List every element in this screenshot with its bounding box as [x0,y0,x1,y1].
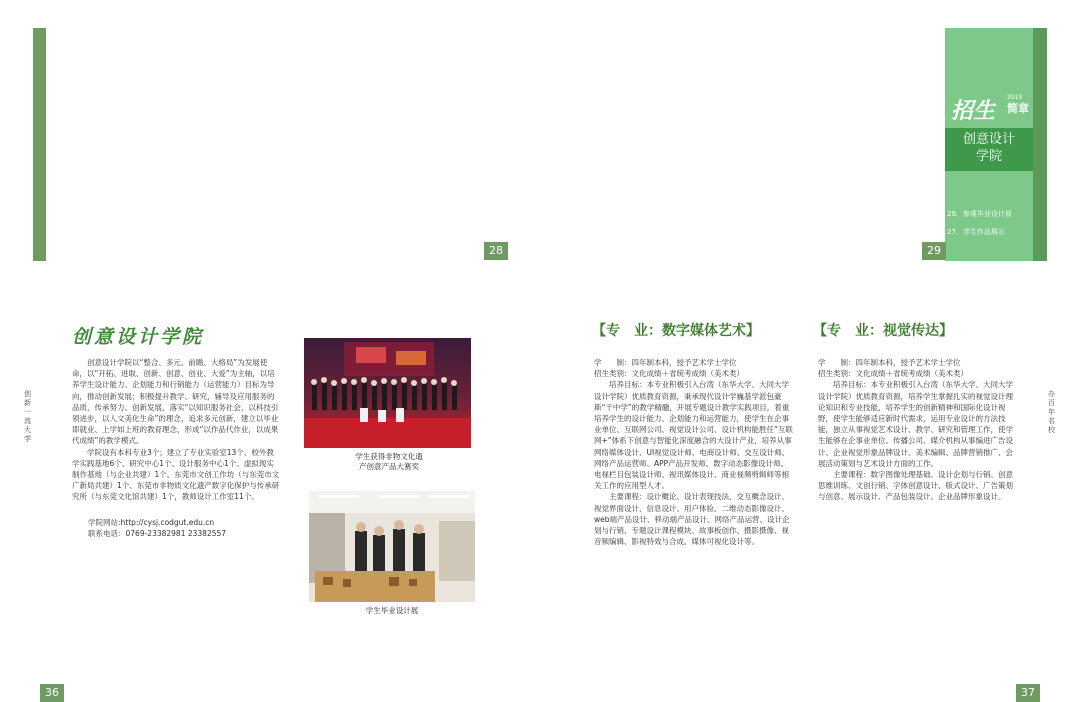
major1-goal: 培养目标：本专业积极引入台湾（东华大学、大同大学设计学院）优质教育资源，秉承现代设计学巍基学派包豪斯“干中学”的教学精髓，开展专题设计教学实践项目，着重培养学生的设计能力、企划能力和运营能力，使学生在企事业单位、互联网公司、视觉设计公司、设计机构能胜任“互联网+”体系下创意与智能化深度融合的大设计产业，培养从事网络媒体设计、UI视觉设计师、电商设计师、交互设计师、网络产品运营师、APP产品开发师、数字动态影像设计师、电视栏目包装设计师、视讯媒体设计、商业视频剪辑师等相关工作的应用型人才。 [594,380,793,491]
major-digital-media-title: 【专 业：数字媒体艺术】 [592,323,760,339]
page-number-37: 37 [1016,684,1040,702]
right-side-text: 办百年名校 [1048,390,1055,434]
exhibition-photo-image [309,491,475,602]
left-green-bar [33,28,46,261]
award-photo-caption [330,452,448,472]
page-number-36: 36 [40,684,64,702]
award-caption-line2: 产创意产品大赛奖 [359,462,419,471]
college-intro [72,357,280,539]
award-caption-line1: 学生获得非物文化遗 [355,452,423,461]
college-phone: 联系电话：0769-23382981 23382557 [88,528,227,538]
major-digital-media-body [594,357,794,547]
major2-category: 招生类别：文化成绩＋省统考成绩（美术类） [818,369,968,379]
major-visual-comm-title: 【专 业：视觉传达】 [813,323,953,339]
college-label-line1: 创意设计 [962,132,1015,147]
college-label-box [945,128,1033,171]
brand-title [951,94,1039,124]
college-label-line2: 学院 [975,149,1002,164]
major2-courses: 主要课程：数字图像处理基础、设计企划与行销、创意思维训练、文创行销、字体创意设计、版式设计、广告策划与创意、展示设计、产品包装设计、企业品牌形象设计。 [818,470,1013,502]
page-number-28: 28 [484,242,508,260]
brand-panel [945,28,1047,261]
exhibition-photo-caption: 学生毕业设计展 [365,606,419,615]
brand-stripe [1033,28,1047,261]
intro-paragraph-1: 创意设计学院以“整合、多元、前瞻、大格局”为发展使命，以“开拓、进取、创新、创意、创业、大爱”为主轴，以培养学生设计能力、企划能力和行销能力（运营能力）目标为导向，推动创新发展；积极提升教学、研究，辅导及应用服务的品质，传承努力、创新发展，落实“以知识服务社会，以科技引领进步，以人文美化生命”的理念，追求多元创新，建立以毕业即就业、上学如上班的教育理念，形成“以作品代作业，以成果代成绩”的教学模式。 [72,358,279,446]
college-website: 学院网站:http://cysj.codgut.edu.cn [88,517,215,527]
major2-goal: 培养目标：本专业积极引入台湾（东华大学、大同大学设计学院）优质教育资源，培养学生掌握扎实的视觉设计理论知识和专业技能，培养学生的创新精神和国际化设计视野，使学生能够适应新时代需求，运用专业设计的方法技能，独立从事视觉艺术设计、教学、研究和管理工作，使学生能够在企事业单位、传播公司、媒介机构从事编进广告设计、企业视觉形象品牌设计、美术编辑、品牌营销推广、会展活动策划与艺术设计方面的工作。 [818,380,1013,468]
brand-year: 2019 [1007,94,1023,101]
major1-courses: 主要课程：设计概论、设计表现技法、交互概念设计、视觉界面设计、信息设计、用户体验、二维动态影像设计、web端产品设计、移动端产品设计、网络产品运营、设计企划与行销、专题设计课程模块、故事板创作、摄影摄像、视音频编辑、影视特效与合成、媒体可视化设计等。 [594,492,790,547]
award-photo [304,338,471,448]
major-visual-comm-body [818,357,1018,503]
page-number-29: 29 [922,242,946,260]
toc-item-2: 27、学生作品展示 [947,228,1005,236]
exhibition-photo [309,491,475,602]
major1-category: 招生类别：文化成绩＋省统考成绩（美术类） [594,369,744,379]
brand-title-text: 招生 [951,98,996,124]
intro-paragraph-2: 学院设有本科专业3个；建立了专业实验室13个、校外教学实践基地6个、研究中心1个、设计服务中心1个、虚拟现实制作基地（与企业共建）1个、东莞市文创工作坊（与东莞市文广新局共建）1个、东莞市非物质文化遗产数字化保护与传承研究所（与东莞文化馆共建）1个，教师设计工作室11个。 [72,447,280,502]
college-title: 创意设计学院 [72,326,205,348]
major1-duration: 学 制：四年制本科，授予艺术学士学位 [594,358,737,367]
left-side-text: 创新一流大学 [24,390,31,443]
toc-item-1: 29、参观毕业设计展 [947,210,1012,218]
award-photo-image [304,338,471,448]
brand-subtitle: 简章 [1007,102,1029,115]
major2-duration: 学 制：四年制本科，授予艺术学士学位 [818,358,961,367]
